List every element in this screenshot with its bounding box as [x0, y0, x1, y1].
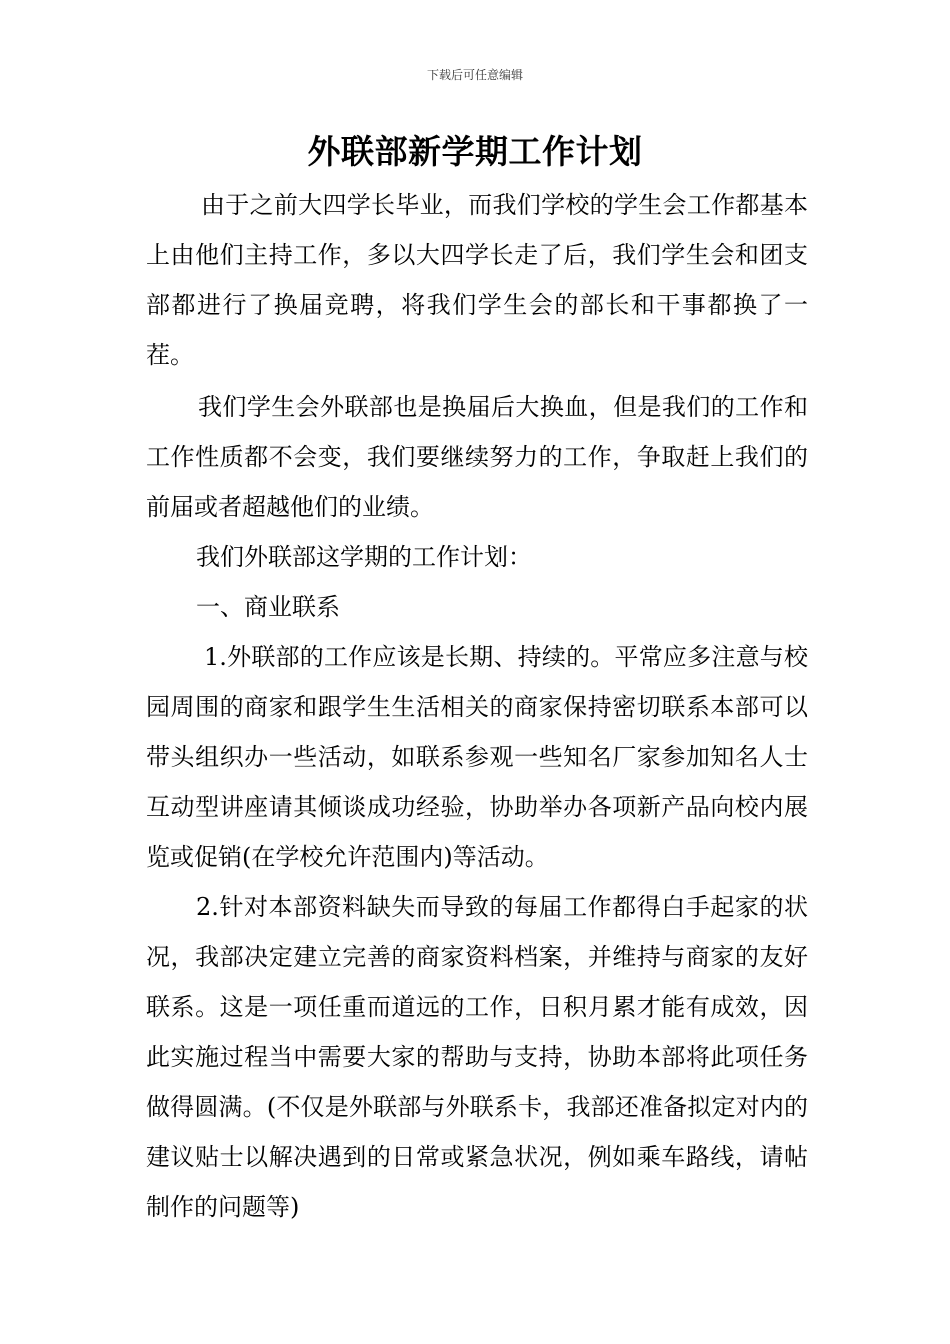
paragraph-plan-heading: 我们外联部这学期的工作计划： — [196, 543, 532, 571]
document-title: 外联部新学期工作计划 — [307, 132, 643, 171]
section-heading-business: 一、商业联系 — [196, 593, 340, 621]
header-note: 下载后可任意编辑 — [426, 68, 523, 82]
paragraph-intro: 由于之前大四学长毕业，而我们学校的学生会工作都基本上由他们主持工作，多以大四学长走了后，我们学生会和团支部都进行了换届竞聘，将我们学生会的部长和干事都换了一茬。 — [146, 191, 808, 369]
list-item-2: 2.针对本部资料缺失而导致的每届工作都得白手起家的状况，我部决定建立完善的商家资料档案，并维持与商家的友好联系。这是一项任重而道远的工作，日积月累才能有成效，因此实施过程当中需要大家的帮助与支持，协助本部将此项任务做得圆满。(不仅是外联部与外联系卡，我部还准备拟定对内的建议贴士以解决遇到的日常或紧急状况，例如乘车路线，请帖制作的问题等) — [146, 893, 808, 1221]
list-item-1: 1.外联部的工作应该是长期、持续的。平常应多注意与校园周围的商家和跟学生生活相关的商家保持密切联系本部可以带头组织办一些活动，如联系参观一些知名厂家参加知名人士互动型讲座请其倾谈成功经验，协助举办各项新产品向校内展览或促销(在学校允许范围内)等活动。 — [146, 643, 808, 871]
document-body — [146, 180, 808, 1232]
paragraph-department: 我们学生会外联部也是换届后大换血，但是我们的工作和工作性质都不会变，我们要继续努力的工作，争取赶上我们的前届或者超越他们的业绩。 — [146, 393, 808, 521]
